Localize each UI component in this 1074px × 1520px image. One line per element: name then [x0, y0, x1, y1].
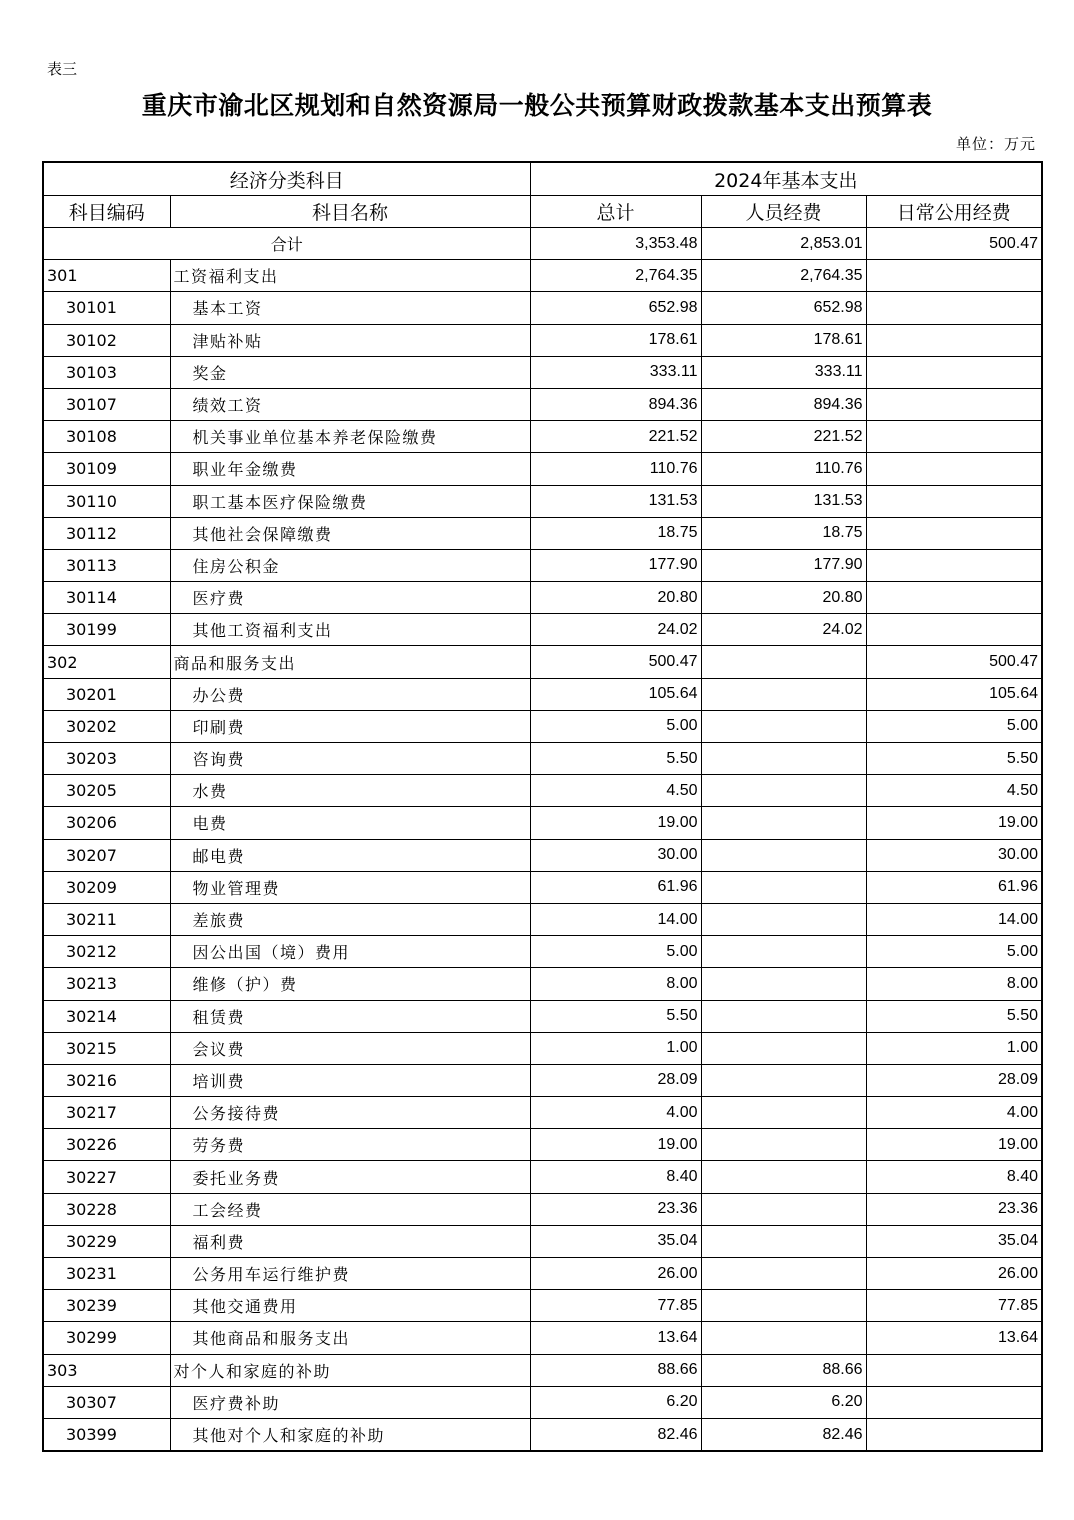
row-personnel: 131.53 — [701, 485, 866, 517]
row-code: 30206 — [43, 807, 170, 839]
row-personnel — [701, 775, 866, 807]
row-name: 职业年金缴费 — [170, 453, 530, 485]
row-name: 其他社会保障缴费 — [170, 517, 530, 549]
row-public: 8.40 — [866, 1161, 1042, 1193]
row-name: 奖金 — [170, 356, 530, 388]
row-code: 30299 — [43, 1322, 170, 1354]
table-row — [43, 1386, 1042, 1418]
row-code: 30212 — [43, 936, 170, 968]
row-total: 131.53 — [530, 485, 701, 517]
table-row — [43, 936, 1042, 968]
row-name: 对个人和家庭的补助 — [170, 1354, 530, 1386]
row-personnel — [701, 710, 866, 742]
row-name: 办公费 — [170, 678, 530, 710]
table-row — [43, 1129, 1042, 1161]
row-code: 30307 — [43, 1386, 170, 1418]
row-personnel — [701, 1161, 866, 1193]
row-code: 30103 — [43, 356, 170, 388]
header-name: 科目名称 — [170, 196, 530, 228]
page-title: 重庆市渝北区规划和自然资源局一般公共预算财政拨款基本支出预算表 — [141, 91, 933, 120]
row-name: 培训费 — [170, 1064, 530, 1096]
row-personnel: 652.98 — [701, 292, 866, 324]
table-row — [43, 1225, 1042, 1257]
row-code: 30211 — [43, 903, 170, 935]
table-row — [43, 292, 1042, 324]
row-name: 福利费 — [170, 1225, 530, 1257]
row-code: 30112 — [43, 517, 170, 549]
table-row — [43, 1354, 1042, 1386]
row-personnel — [701, 678, 866, 710]
row-total: 24.02 — [530, 614, 701, 646]
row-personnel — [701, 1032, 866, 1064]
row-name: 工会经费 — [170, 1193, 530, 1225]
row-public: 1.00 — [866, 1032, 1042, 1064]
header-personnel: 人员经费 — [701, 196, 866, 228]
unit-label: 单位：万元 — [955, 135, 1036, 153]
row-public — [866, 614, 1042, 646]
row-name: 住房公积金 — [170, 549, 530, 581]
row-public: 26.00 — [866, 1258, 1042, 1290]
row-total: 5.00 — [530, 936, 701, 968]
row-public: 4.00 — [866, 1097, 1042, 1129]
header-row-columns — [43, 196, 1042, 228]
row-total: 2,764.35 — [530, 260, 701, 292]
table-row — [43, 388, 1042, 420]
row-code: 30109 — [43, 453, 170, 485]
row-name: 职工基本医疗保险缴费 — [170, 485, 530, 517]
row-total: 14.00 — [530, 903, 701, 935]
row-total: 35.04 — [530, 1225, 701, 1257]
table-row — [43, 775, 1042, 807]
table-row — [43, 582, 1042, 614]
row-total: 5.00 — [530, 710, 701, 742]
total-row — [43, 228, 1042, 260]
row-public: 13.64 — [866, 1322, 1042, 1354]
row-name: 商品和服务支出 — [170, 646, 530, 678]
row-total: 5.50 — [530, 743, 701, 775]
row-personnel: 82.46 — [701, 1418, 866, 1451]
row-name: 电费 — [170, 807, 530, 839]
row-name: 租赁费 — [170, 1000, 530, 1032]
row-name: 公务用车运行维护费 — [170, 1258, 530, 1290]
header-econ-category: 经济分类科目 — [43, 162, 530, 196]
row-public — [866, 1386, 1042, 1418]
table-row — [43, 1418, 1042, 1451]
row-name: 其他商品和服务支出 — [170, 1322, 530, 1354]
row-personnel — [701, 1097, 866, 1129]
row-total: 6.20 — [530, 1386, 701, 1418]
row-code: 30102 — [43, 324, 170, 356]
row-public — [866, 517, 1042, 549]
table-row — [43, 421, 1042, 453]
row-personnel — [701, 968, 866, 1000]
row-code: 30110 — [43, 485, 170, 517]
row-personnel — [701, 903, 866, 935]
row-code: 30107 — [43, 388, 170, 420]
row-personnel: 221.52 — [701, 421, 866, 453]
row-public — [866, 549, 1042, 581]
row-public: 4.50 — [866, 775, 1042, 807]
table-row — [43, 517, 1042, 549]
row-name: 其他对个人和家庭的补助 — [170, 1418, 530, 1451]
row-code: 302 — [43, 646, 170, 678]
row-code: 30227 — [43, 1161, 170, 1193]
row-personnel: 20.80 — [701, 582, 866, 614]
row-personnel — [701, 646, 866, 678]
row-total: 30.00 — [530, 839, 701, 871]
row-personnel — [701, 1129, 866, 1161]
row-total: 8.40 — [530, 1161, 701, 1193]
row-code: 30231 — [43, 1258, 170, 1290]
table-row — [43, 324, 1042, 356]
row-total: 19.00 — [530, 1129, 701, 1161]
row-code: 30101 — [43, 292, 170, 324]
row-code: 30113 — [43, 549, 170, 581]
row-personnel — [701, 807, 866, 839]
header-code: 科目编码 — [43, 196, 170, 228]
row-code: 303 — [43, 1354, 170, 1386]
row-total: 110.76 — [530, 453, 701, 485]
row-personnel — [701, 871, 866, 903]
row-public — [866, 582, 1042, 614]
row-name: 邮电费 — [170, 839, 530, 871]
table-row — [43, 743, 1042, 775]
table-row — [43, 260, 1042, 292]
table-row — [43, 1290, 1042, 1322]
row-public — [866, 421, 1042, 453]
row-code: 30201 — [43, 678, 170, 710]
total-total: 3,353.48 — [530, 228, 701, 260]
row-total: 894.36 — [530, 388, 701, 420]
row-public: 8.00 — [866, 968, 1042, 1000]
total-label: 合计 — [43, 228, 530, 260]
row-code: 30199 — [43, 614, 170, 646]
row-name: 会议费 — [170, 1032, 530, 1064]
row-name: 基本工资 — [170, 292, 530, 324]
table-row — [43, 1258, 1042, 1290]
row-public — [866, 356, 1042, 388]
row-personnel: 333.11 — [701, 356, 866, 388]
table-row — [43, 678, 1042, 710]
header-total: 总计 — [530, 196, 701, 228]
row-personnel — [701, 1290, 866, 1322]
row-public: 500.47 — [866, 646, 1042, 678]
row-public: 28.09 — [866, 1064, 1042, 1096]
row-total: 19.00 — [530, 807, 701, 839]
table-row — [43, 485, 1042, 517]
row-code: 30217 — [43, 1097, 170, 1129]
row-public: 61.96 — [866, 871, 1042, 903]
table-row — [43, 614, 1042, 646]
header-row-group — [43, 162, 1042, 196]
row-name: 水费 — [170, 775, 530, 807]
row-code: 30215 — [43, 1032, 170, 1064]
row-total: 82.46 — [530, 1418, 701, 1451]
total-public: 500.47 — [866, 228, 1042, 260]
row-personnel — [701, 1064, 866, 1096]
row-code: 30114 — [43, 582, 170, 614]
row-name: 委托业务费 — [170, 1161, 530, 1193]
row-public — [866, 292, 1042, 324]
row-code: 30239 — [43, 1290, 170, 1322]
row-code: 301 — [43, 260, 170, 292]
table-row — [43, 871, 1042, 903]
row-public: 5.50 — [866, 743, 1042, 775]
row-total: 26.00 — [530, 1258, 701, 1290]
table-row — [43, 1193, 1042, 1225]
row-code: 30207 — [43, 839, 170, 871]
row-personnel: 894.36 — [701, 388, 866, 420]
row-public — [866, 1418, 1042, 1451]
row-personnel — [701, 1193, 866, 1225]
row-code: 30229 — [43, 1225, 170, 1257]
row-total: 105.64 — [530, 678, 701, 710]
row-public — [866, 324, 1042, 356]
row-name: 绩效工资 — [170, 388, 530, 420]
row-total: 8.00 — [530, 968, 701, 1000]
row-name: 维修（护）费 — [170, 968, 530, 1000]
table-row — [43, 1064, 1042, 1096]
row-public: 5.00 — [866, 936, 1042, 968]
row-code: 30209 — [43, 871, 170, 903]
row-total: 652.98 — [530, 292, 701, 324]
table-row — [43, 1000, 1042, 1032]
row-code: 30203 — [43, 743, 170, 775]
row-name: 津贴补贴 — [170, 324, 530, 356]
row-total: 88.66 — [530, 1354, 701, 1386]
row-name: 物业管理费 — [170, 871, 530, 903]
row-code: 30213 — [43, 968, 170, 1000]
row-total: 18.75 — [530, 517, 701, 549]
row-public: 5.50 — [866, 1000, 1042, 1032]
row-code: 30202 — [43, 710, 170, 742]
header-public: 日常公用经费 — [866, 196, 1042, 228]
row-public: 77.85 — [866, 1290, 1042, 1322]
row-name: 其他交通费用 — [170, 1290, 530, 1322]
row-name: 咨询费 — [170, 743, 530, 775]
row-personnel: 110.76 — [701, 453, 866, 485]
row-total: 61.96 — [530, 871, 701, 903]
row-total: 77.85 — [530, 1290, 701, 1322]
row-public: 105.64 — [866, 678, 1042, 710]
row-code: 30108 — [43, 421, 170, 453]
table-row — [43, 356, 1042, 388]
row-total: 5.50 — [530, 1000, 701, 1032]
row-total: 23.36 — [530, 1193, 701, 1225]
header-year-expense: 2024年基本支出 — [530, 162, 1042, 196]
row-total: 4.50 — [530, 775, 701, 807]
row-code: 30226 — [43, 1129, 170, 1161]
row-public: 5.00 — [866, 710, 1042, 742]
row-personnel — [701, 839, 866, 871]
row-name: 工资福利支出 — [170, 260, 530, 292]
row-name: 因公出国（境）费用 — [170, 936, 530, 968]
row-code: 30205 — [43, 775, 170, 807]
row-code: 30214 — [43, 1000, 170, 1032]
table-row — [43, 839, 1042, 871]
row-name: 公务接待费 — [170, 1097, 530, 1129]
row-name: 劳务费 — [170, 1129, 530, 1161]
row-personnel: 6.20 — [701, 1386, 866, 1418]
row-personnel: 18.75 — [701, 517, 866, 549]
table-row — [43, 453, 1042, 485]
table-row — [43, 807, 1042, 839]
row-personnel — [701, 1322, 866, 1354]
row-name: 差旅费 — [170, 903, 530, 935]
row-total: 28.09 — [530, 1064, 701, 1096]
row-total: 4.00 — [530, 1097, 701, 1129]
row-personnel: 178.61 — [701, 324, 866, 356]
row-personnel — [701, 1000, 866, 1032]
row-public: 35.04 — [866, 1225, 1042, 1257]
row-name: 其他工资福利支出 — [170, 614, 530, 646]
table-row — [43, 1161, 1042, 1193]
row-code: 30399 — [43, 1418, 170, 1451]
row-public — [866, 485, 1042, 517]
table-row — [43, 903, 1042, 935]
budget-table — [42, 161, 1043, 1452]
row-code: 30228 — [43, 1193, 170, 1225]
row-personnel: 24.02 — [701, 614, 866, 646]
row-personnel: 88.66 — [701, 1354, 866, 1386]
row-total: 1.00 — [530, 1032, 701, 1064]
table-number: 表三 — [47, 60, 78, 78]
table-row — [43, 646, 1042, 678]
row-public: 14.00 — [866, 903, 1042, 935]
table-row — [43, 1097, 1042, 1129]
row-public — [866, 388, 1042, 420]
row-personnel: 177.90 — [701, 549, 866, 581]
row-name: 医疗费 — [170, 582, 530, 614]
row-public — [866, 453, 1042, 485]
row-total: 178.61 — [530, 324, 701, 356]
row-name: 医疗费补助 — [170, 1386, 530, 1418]
table-row — [43, 1322, 1042, 1354]
table-row — [43, 549, 1042, 581]
table-row — [43, 710, 1042, 742]
row-public: 19.00 — [866, 807, 1042, 839]
row-personnel — [701, 1258, 866, 1290]
row-total: 333.11 — [530, 356, 701, 388]
row-name: 机关事业单位基本养老保险缴费 — [170, 421, 530, 453]
row-personnel: 2,764.35 — [701, 260, 866, 292]
row-total: 20.80 — [530, 582, 701, 614]
row-total: 13.64 — [530, 1322, 701, 1354]
row-personnel — [701, 936, 866, 968]
row-personnel — [701, 1225, 866, 1257]
row-public: 30.00 — [866, 839, 1042, 871]
row-name: 印刷费 — [170, 710, 530, 742]
table-row — [43, 1032, 1042, 1064]
row-total: 221.52 — [530, 421, 701, 453]
row-personnel — [701, 743, 866, 775]
table-row — [43, 968, 1042, 1000]
row-public — [866, 1354, 1042, 1386]
total-personnel: 2,853.01 — [701, 228, 866, 260]
row-total: 177.90 — [530, 549, 701, 581]
row-code: 30216 — [43, 1064, 170, 1096]
row-total: 500.47 — [530, 646, 701, 678]
row-public: 23.36 — [866, 1193, 1042, 1225]
row-public — [866, 260, 1042, 292]
row-public: 19.00 — [866, 1129, 1042, 1161]
